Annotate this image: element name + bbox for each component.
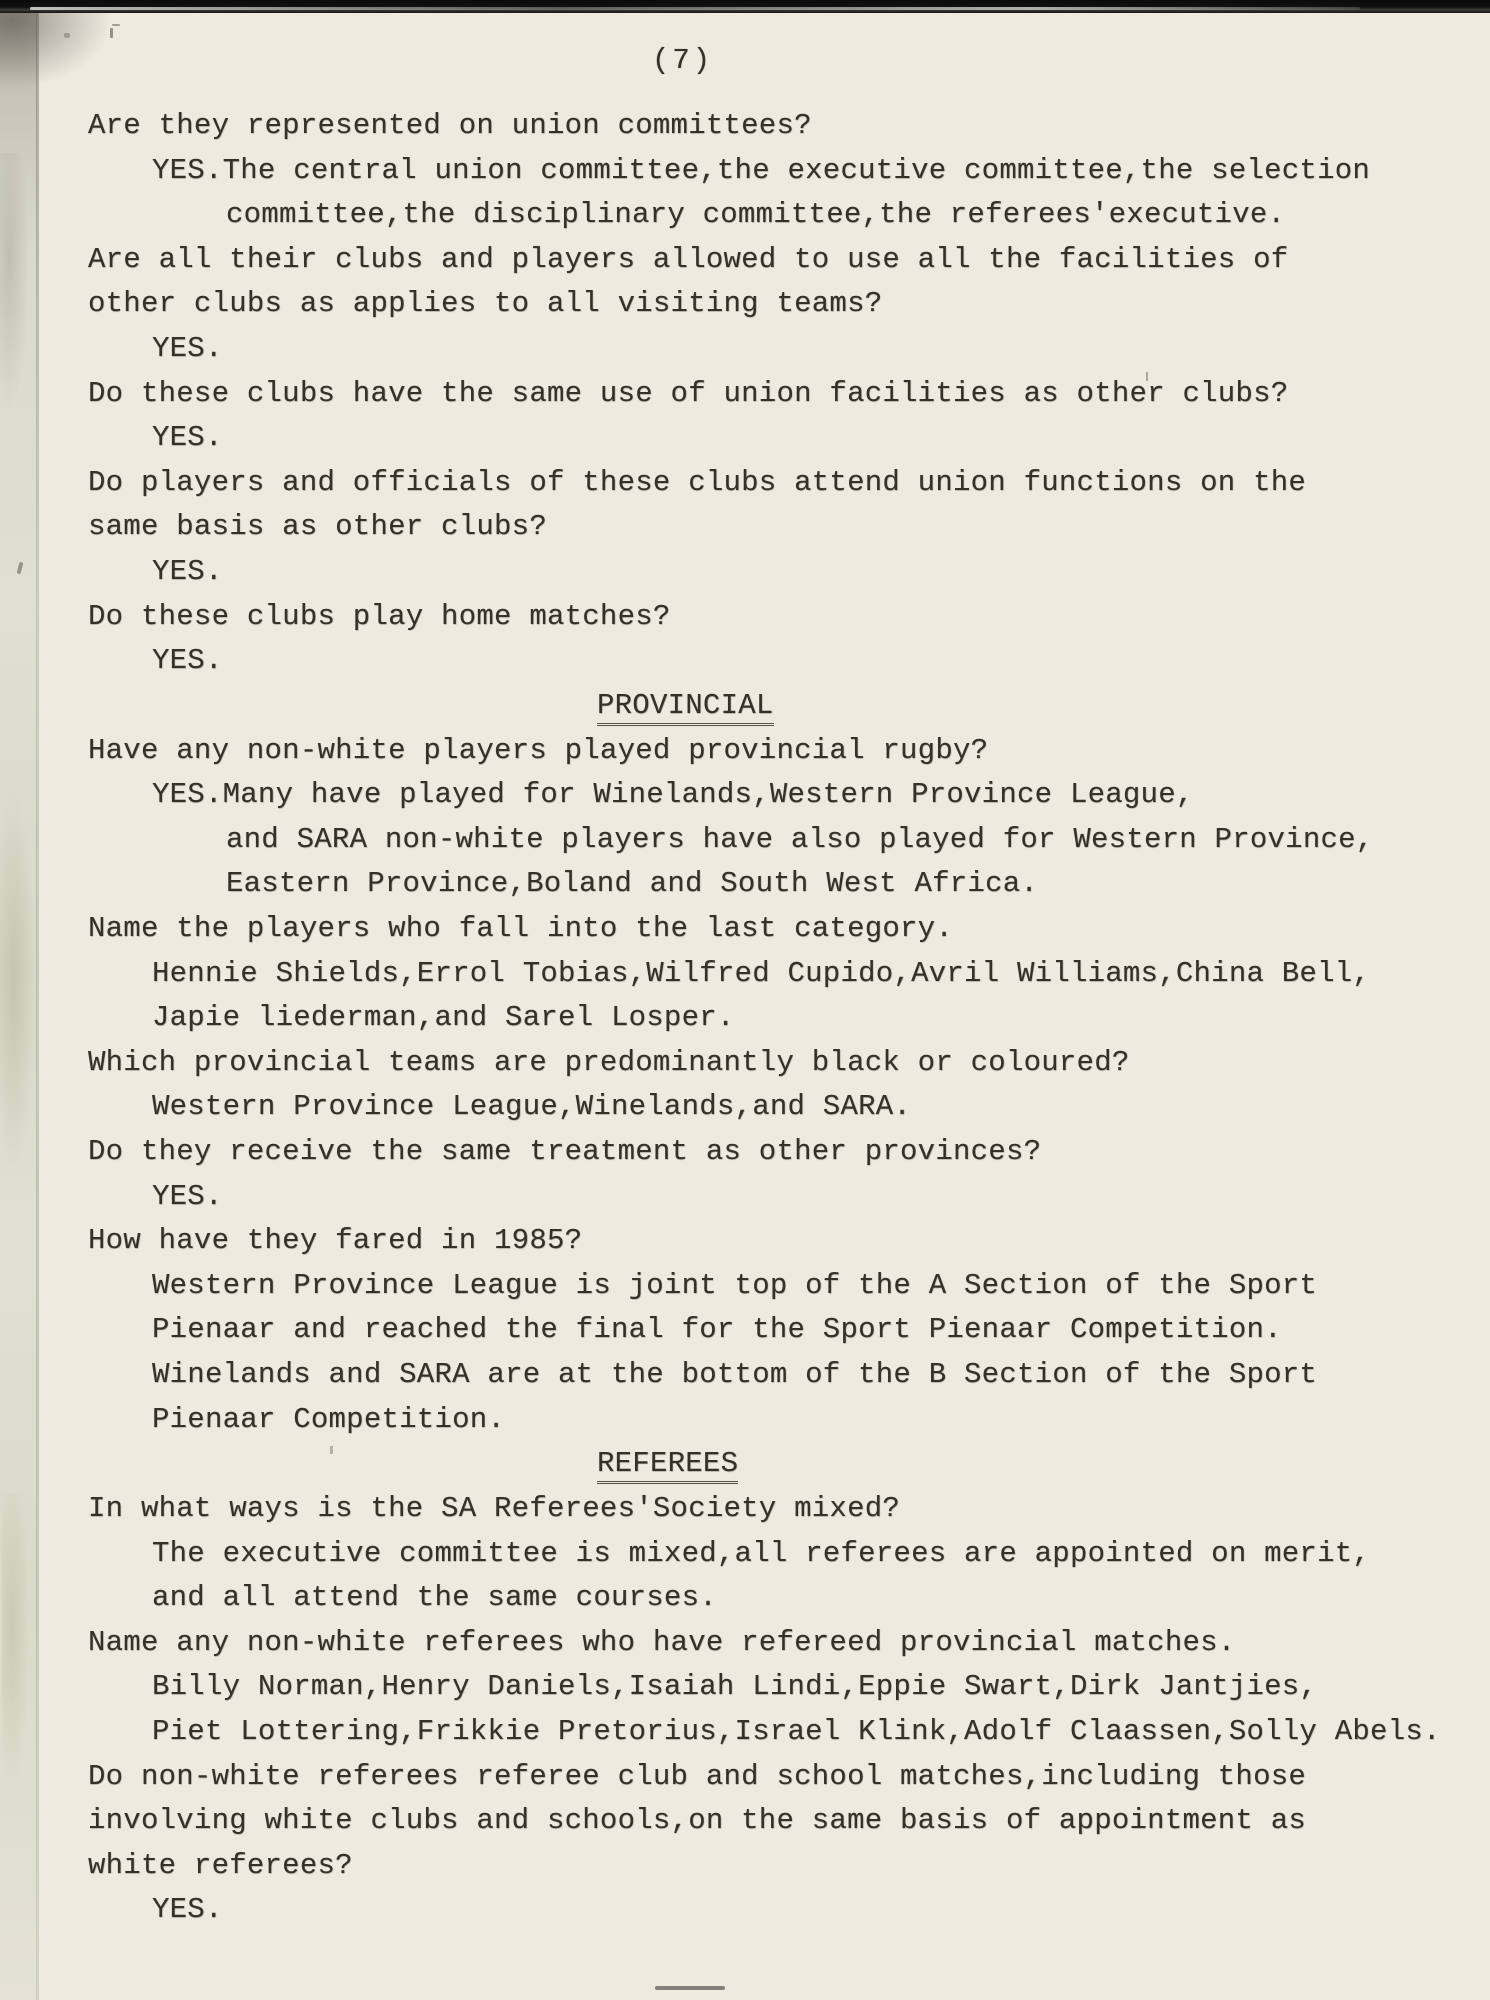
text-line: YES. [152,1179,223,1213]
section-heading [0,1442,1470,1487]
text-line: YES.Many have played for Winelands,Western Province League, [152,778,1194,812]
text-line: The executive committee is mixed,all referees are appointed on merit, [152,1536,1371,1570]
ink-speck [112,24,120,26]
text-line: Pienaar and reached the final for the Sport Pienaar Competition. [152,1313,1282,1347]
ink-speck [655,1986,725,1990]
text-line: white referees? [88,1848,353,1882]
text-line: other clubs as applies to all visiting teams? [88,287,883,321]
text-line: Name the players who fall into the last category. [88,911,953,945]
scan-top-edge-glint [30,7,1360,10]
text-line: YES. [152,555,223,589]
text-line: Eastern Province,Boland and South West Africa. [226,867,1039,901]
section-heading [0,684,1470,729]
text-line: Pienaar Competition. [152,1402,506,1436]
text-line: Do these clubs play home matches? [88,599,671,633]
text-line: Are they represented on union committees? [88,109,812,142]
text-line: How have they fared in 1985? [88,1224,583,1258]
text-line: Piet Lottering,Frikkie Pretorius,Israel Klink,Adolf Claassen,Solly Abels. [152,1714,1441,1748]
text-line: Do non-white referees referee club and school matches,including those [88,1759,1307,1793]
text-line: same basis as other clubs? [88,510,547,544]
text-line: YES. [152,332,223,366]
text-line: Hennie Shields,Errol Tobias,Wilfred Cupido,Avril Williams,China Bell, [152,956,1371,990]
text-line: Do players and officials of these clubs attend union functions on the [88,465,1307,499]
scan-top-edge [0,0,1490,13]
text-line: Billy Norman,Henry Daniels,Isaiah Lindi,Eppie Swart,Dirk Jantjies, [152,1670,1318,1704]
ink-speck [64,33,70,38]
section-heading-text: REFEREES [597,1447,738,1484]
text-line: YES.The central union committee,the executive committee,the selection [152,153,1371,187]
text-line: YES. [152,421,223,455]
text-line: Which provincial teams are predominantly black or coloured? [88,1045,1130,1079]
text-line: and all attend the same courses. [152,1581,717,1615]
text-line: and SARA non-white players have also played for Western Province, [226,822,1374,856]
text-line: YES. [152,644,223,678]
document-lines [0,104,1470,1933]
text-line: Western Province League,Winelands,and SARA. [152,1090,912,1124]
text-line: involving white clubs and schools,on the same basis of appointment as [88,1804,1307,1838]
text-line: committee,the disciplinary committee,the referees'executive. [226,198,1286,232]
text-line: Japie liederman,and Sarel Losper. [152,1001,735,1035]
text-line: Winelands and SARA are at the bottom of the B Section of the Sport [152,1358,1318,1392]
text-line: In what ways is the SA Referees'Society mixed? [88,1491,901,1525]
text-line: Name any non-white referees who have refereed provincial matches. [88,1625,1236,1659]
text-line: Do they receive the same treatment as other provinces? [88,1135,1042,1169]
corner-smudge [0,13,120,93]
text-line: Western Province League is joint top of the A Section of the Sport [152,1268,1318,1302]
ink-speck [110,28,113,38]
section-heading-text: PROVINCIAL [597,689,774,726]
text-line: Have any non-white players played provincial rugby? [88,733,989,767]
text-line: YES. [152,1893,223,1927]
text-line: Are all their clubs and players allowed to use all the facilities of [88,242,1289,276]
text-line: Do these clubs have the same use of union facilities as other clubs? [88,376,1289,410]
page-number: (7) [652,44,714,77]
